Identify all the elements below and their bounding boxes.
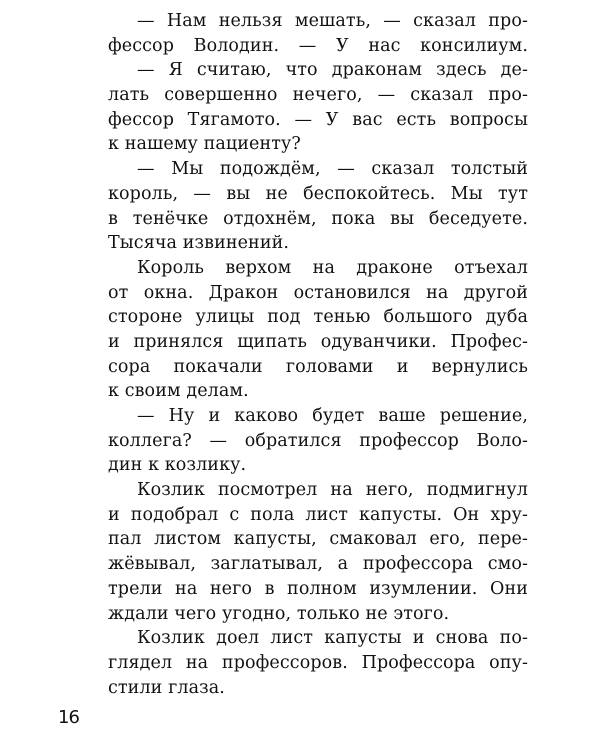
text-line: и подобрал с пола лист капусты. Он хру- — [108, 504, 528, 525]
text-line: и принялся щипать одуванчики. Профес- — [108, 331, 528, 352]
text-line: в тенёчке отдохнём, пока вы беседуете. — [108, 208, 528, 229]
text-line: трели на него в полном изумлении. Они — [108, 578, 528, 599]
text-line: король, — вы не беспокойтесь. Мы тут — [108, 183, 528, 204]
text-line: коллега? — обратился профессор Воло- — [108, 430, 528, 451]
text-line: фессор Володин. — У нас консилиум. — [108, 35, 528, 56]
text-line: сора покачали головами и вернулись — [108, 356, 528, 377]
body-text — [108, 9, 528, 700]
text-line: Тысяча извинений. — [108, 233, 290, 254]
text-line: пал листом капусты, смаковал его, пере- — [108, 529, 528, 550]
text-line: — Мы подождём, — сказал толстый — [137, 159, 528, 180]
text-line: от окна. Дракон остановился на другой — [108, 282, 528, 303]
text-line: фессор Тягамото. — У вас есть вопросы — [108, 109, 528, 130]
text-line: — Я считаю, что драконам здесь де- — [137, 60, 528, 81]
text-line: Козлик доел лист капусты и снова по- — [137, 628, 528, 649]
text-line: стили глаза. — [108, 677, 225, 698]
text-line: дин к козлику. — [108, 455, 247, 476]
text-line: глядел на профессоров. Профессора опу- — [108, 652, 528, 673]
text-line: Козлик посмотрел на него, подмигнул — [137, 480, 528, 501]
text-line: к нашему пациенту? — [108, 134, 301, 155]
text-line: лать совершенно нечего, — сказал про- — [108, 85, 528, 106]
page-number: 16 — [58, 707, 79, 728]
text-line: Король верхом на драконе отъехал — [137, 257, 528, 278]
text-line: жёвывал, заглатывал, а профессора смо- — [108, 554, 528, 575]
text-line: — Нам нельзя мешать, — сказал про- — [137, 11, 528, 31]
text-line: ждали чего угодно, только не этого. — [108, 603, 450, 624]
text-line: стороне улицы под тенью большого дуба — [108, 307, 528, 328]
text-line: — Ну и каково будет ваше решение, — [137, 406, 528, 426]
text-line: к своим делам. — [108, 381, 249, 402]
